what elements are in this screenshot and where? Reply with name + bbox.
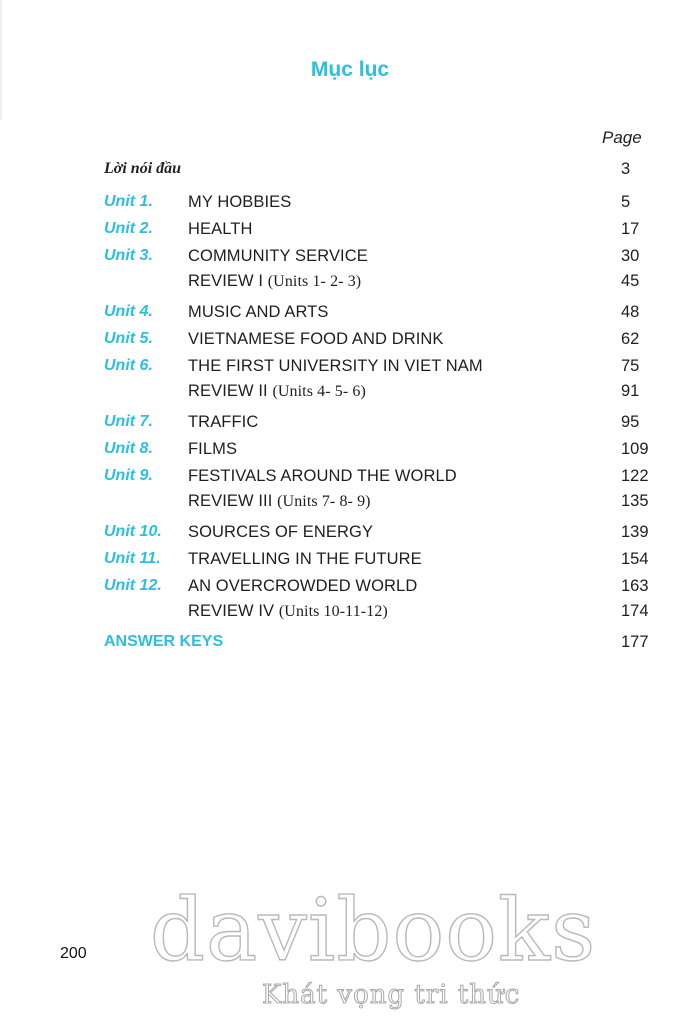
toc-row-answer-keys[interactable] [0,633,700,655]
intro-label: Lời nói đầu [104,160,182,177]
toc-row[interactable] [0,413,700,435]
unit-label: Unit 8. [104,440,153,457]
page-number: 200 [60,945,87,962]
watermark-slogan: Khát vọng tri thức [262,980,521,1010]
unit-label: Unit 9. [104,467,153,484]
page-title: Mục lục [310,58,390,81]
toc-row[interactable] [0,550,700,572]
answer-keys-page: 177 [621,633,649,651]
unit-label: Unit 1. [104,193,153,210]
entry-title: SOURCES OF ENERGY [188,523,374,541]
entry-page: 30 [621,247,640,265]
entry-title: AN OVERCROWDED WORLD [188,577,418,595]
toc-row[interactable] [0,357,700,379]
entry-title: MUSIC AND ARTS [188,303,329,321]
toc-row-review[interactable] [0,382,700,404]
entry-title: REVIEW I (Units 1- 2- 3) [188,272,362,290]
entry-title: THE FIRST UNIVERSITY IN VIET NAM [188,357,483,375]
entry-title: TRAVELLING IN THE FUTURE [188,550,422,568]
entry-title: REVIEW IV (Units 10-11-12) [188,602,388,620]
watermark-brand: davibooks [150,881,597,981]
entry-page: 17 [621,220,640,238]
entry-title: REVIEW II (Units 4- 5- 6) [188,382,366,400]
entry-title: COMMUNITY SERVICE [188,247,368,265]
toc-row[interactable] [0,220,700,242]
entry-page: 95 [621,413,640,431]
entry-page: 48 [621,303,640,321]
toc-row[interactable] [0,303,700,325]
entry-page: 135 [621,492,649,510]
entry-title: MY HOBBIES [188,193,292,211]
entry-page: 163 [621,577,649,595]
unit-label: Unit 2. [104,220,153,237]
unit-label: Unit 4. [104,303,153,320]
toc-row[interactable] [0,440,700,462]
entry-title: TRAFFIC [188,413,259,431]
unit-label: Unit 12. [104,577,162,594]
entry-page: 109 [621,440,649,458]
toc-row-review[interactable] [0,492,700,514]
entry-page: 45 [621,272,640,290]
toc-row[interactable] [0,247,700,269]
entry-title: FESTIVALS AROUND THE WORLD [188,467,457,485]
toc-row-intro[interactable] [0,160,700,182]
entry-page: 91 [621,382,640,400]
entry-page: 5 [621,193,631,211]
entry-page: 174 [621,602,649,620]
entry-title: REVIEW III (Units 7- 8- 9) [188,492,371,510]
entry-page: 62 [621,330,640,348]
entry-title: VIETNAMESE FOOD AND DRINK [188,330,444,348]
entry-title: FILMS [188,440,238,458]
toc-row[interactable] [0,523,700,545]
entry-page: 75 [621,357,640,375]
toc-row-review[interactable] [0,602,700,624]
page-column-header: Page [602,128,642,147]
toc-row[interactable] [0,467,700,489]
unit-label: Unit 3. [104,247,153,264]
entry-title: HEALTH [188,220,253,238]
unit-label: Unit 10. [104,523,162,540]
entry-page: 154 [621,550,649,568]
toc-row[interactable] [0,193,700,215]
unit-label: Unit 5. [104,330,153,347]
unit-label: Unit 7. [104,413,153,430]
answer-keys-label: ANSWER KEYS [104,633,224,650]
entry-page: 139 [621,523,649,541]
unit-label: Unit 11. [104,550,161,567]
toc-row[interactable] [0,577,700,599]
entry-page: 122 [621,467,649,485]
toc-row[interactable] [0,330,700,352]
unit-label: Unit 6. [104,357,153,374]
intro-page: 3 [621,160,631,178]
toc-row-review[interactable] [0,272,700,294]
